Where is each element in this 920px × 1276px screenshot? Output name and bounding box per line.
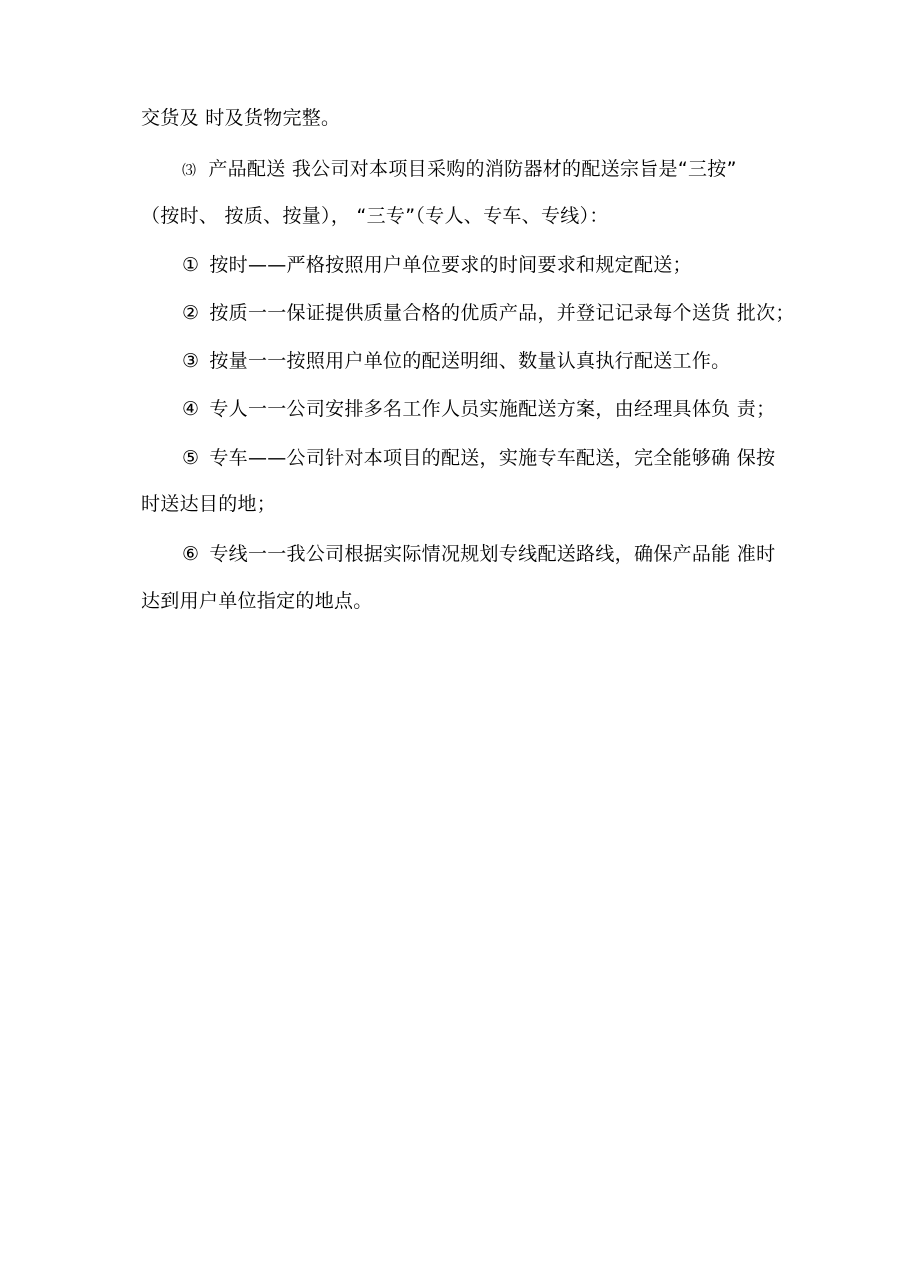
list-item-text-cont: 时送达目的地； bbox=[141, 493, 277, 515]
section-3-text-2: （按时、 按质、按量）， “三专”（专人、专车、专线）： bbox=[141, 205, 609, 227]
list-item bbox=[0, 301, 920, 325]
list-item-text: 按时——严格按照用户单位要求的时间要求和规定配送； bbox=[209, 254, 692, 276]
list-item bbox=[0, 542, 920, 566]
list-item-text: 按量一一按照用户单位的配送明细、数量认真执行配送工作。 bbox=[209, 350, 731, 372]
circled-number: ① bbox=[182, 254, 200, 276]
circled-number: ⑥ bbox=[182, 543, 200, 565]
list-item-continuation bbox=[0, 589, 920, 613]
paragraph-continuation bbox=[0, 106, 920, 130]
list-item bbox=[0, 349, 920, 373]
list-item-text: 专线一一我公司根据实际情况规划专线配送路线，确保产品能 准时 bbox=[209, 543, 776, 565]
list-item-text: 按质一一保证提供质量合格的优质产品，并登记记录每个送货 批次； bbox=[209, 302, 795, 324]
list-item-text: 专车——公司针对本项目的配送，实施专车配送，完全能够确 保按 bbox=[209, 447, 776, 469]
paragraph-text: 交货及 时及货物完整。 bbox=[141, 107, 341, 129]
section-3-line-2 bbox=[0, 204, 920, 228]
section-number: ⑶ bbox=[182, 163, 197, 179]
list-item bbox=[0, 446, 920, 470]
circled-number: ⑤ bbox=[182, 447, 200, 469]
list-item bbox=[0, 397, 920, 421]
section-3-heading-line bbox=[0, 157, 920, 183]
list-item-text: 专人一一公司安排多名工作人员实施配送方案，由经理具体负 责； bbox=[209, 398, 776, 420]
circled-number: ② bbox=[182, 302, 200, 324]
list-item bbox=[0, 253, 920, 277]
circled-number: ④ bbox=[182, 398, 200, 420]
list-item-text-cont: 达到用户单位指定的地点。 bbox=[141, 590, 373, 612]
circled-number: ③ bbox=[182, 350, 200, 372]
section-3-text: 产品配送 我公司对本项目采购的消防器材的配送宗旨是“三按” bbox=[208, 158, 737, 180]
list-item-continuation bbox=[0, 492, 920, 516]
